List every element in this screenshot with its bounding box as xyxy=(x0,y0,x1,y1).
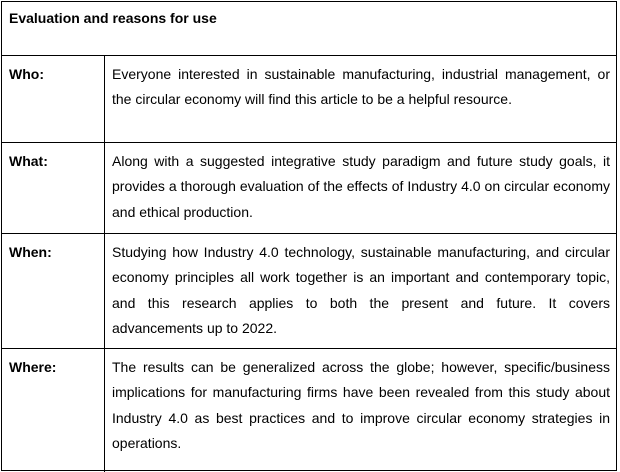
row-text-when: Studying how Industry 4.0 technology, sustainable manufacturing, and circular economy principles all work together is an important and contemporary topic, and this research applies to both the present and future. It covers advancements up to 2022. xyxy=(112,244,610,337)
table-header-title: Evaluation and reasons for use xyxy=(9,10,217,26)
description-cell xyxy=(105,349,616,472)
row-label-who: Who: xyxy=(9,66,44,82)
label-cell xyxy=(2,234,105,348)
evaluation-table xyxy=(1,1,617,471)
description-cell xyxy=(105,234,616,348)
table-header-row xyxy=(2,2,616,56)
row-text-where: The results can be generalized across the globe; however, specific/business implications for manufacturing firms have been revealed from this study about Industry 4.0 as best practices and to improve circular economy strategies in operations. xyxy=(112,359,610,452)
row-label-when: When: xyxy=(9,244,52,260)
label-cell xyxy=(2,349,105,472)
row-text-who: Everyone interested in sustainable manufacturing, industrial management, or the circular economy will find this article to be a helpful resource. xyxy=(112,66,610,108)
row-label-what: What: xyxy=(9,153,48,169)
label-cell xyxy=(2,143,105,233)
label-cell xyxy=(2,56,105,142)
table-row-when xyxy=(2,234,616,349)
row-text-what: Along with a suggested integrative study paradigm and future study goals, it provides a thorough evaluation of the effects of Industry 4.0 on circular economy and ethical production. xyxy=(112,153,610,220)
table-row-what xyxy=(2,143,616,234)
row-label-where: Where: xyxy=(9,359,57,375)
table-row-where xyxy=(2,349,616,472)
table-row-who xyxy=(2,56,616,143)
description-cell xyxy=(105,143,616,233)
description-cell xyxy=(105,56,616,142)
